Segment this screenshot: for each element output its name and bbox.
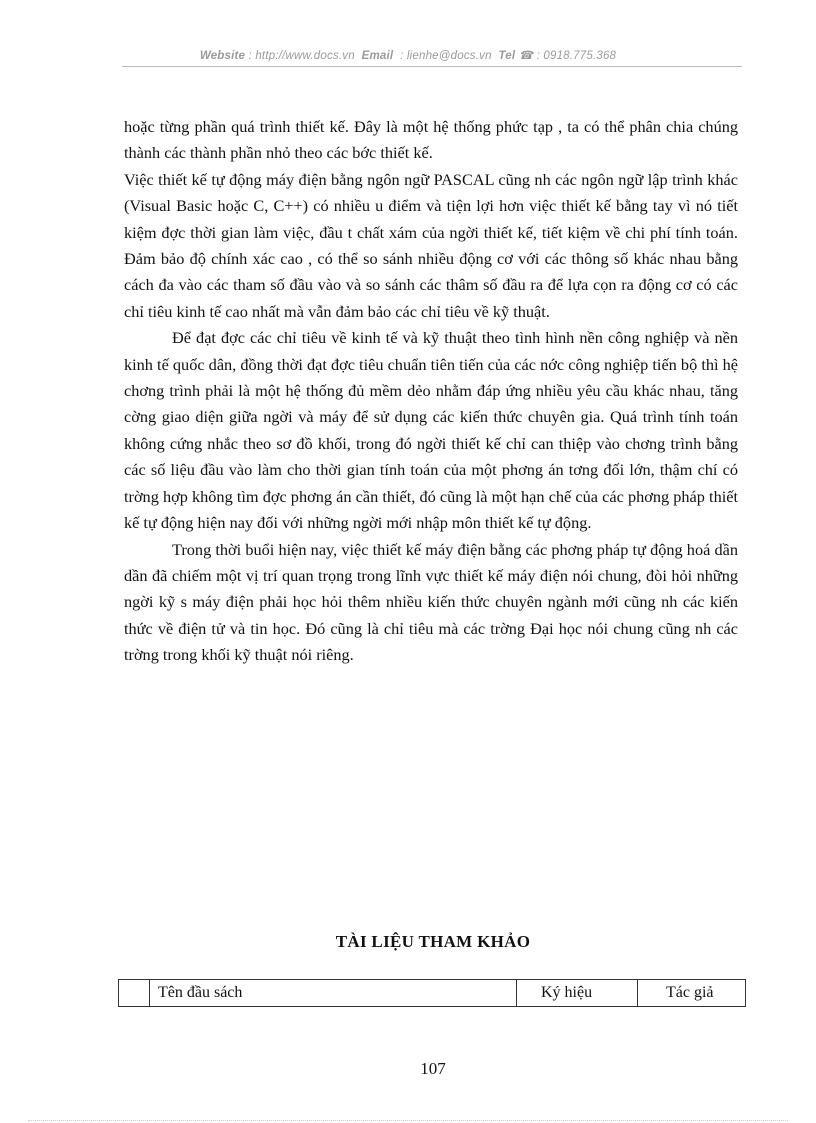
paragraph-pascal: Việc thiết kế tự động máy điện bằng ngôn ngữ PASCAL cũng nh các ngôn ngữ lập trình khác (Visual Basic hoặc C, C++) có nhiều u điểm và tiện lợi hơn việc thiết kế bằng tay vì nó tiết kiệm đợc thời gian làm việc, đầu t chất xám của ngời thiết kế, tiết kiệm về chi phí tính toán. Đảm bảo độ chính xác cao , có thể so sánh nhiều động cơ với các thông số khác nhau bằng cách đa vào các tham số đầu vào và so sánh các thâm số đầu ra để lựa cọn ra động cơ có các chỉ tiêu kinh tế cao nhất mà vẫn đảm bảo các chỉ tiêu về kỹ thuật.: [124, 169, 738, 321]
page-header: [0, 48, 816, 62]
paragraph-continuation: hoặc từng phần quá trình thiết kế. Đây là một hệ thống phức tạp , ta có thể phân chia chúng thành các thành phần nhỏ theo các bớc thiết kế.: [124, 117, 738, 163]
col-author: Tác giả: [638, 980, 746, 1007]
references-title: TÀI LIỆU THAM KHẢO: [335, 932, 531, 951]
body-text: [124, 114, 738, 669]
website-label: Website: [199, 50, 246, 62]
tel-number: ☎ : 0918.775.368: [518, 50, 617, 62]
references-table: [118, 979, 746, 1007]
col-index: [119, 980, 150, 1007]
email-label: Email: [361, 50, 394, 62]
header-divider: [122, 66, 742, 67]
paragraph-economic: Để đạt đợc các chỉ tiêu về kinh tế và kỹ thuật theo tình hình nền công nghiệp và nền kinh tế quốc dân, đồng thời đạt đợc tiêu chuẩn tiên tiến của các nớc công nghiệp tiến bộ thì hệ chơng trình phải là một hệ thống đủ mềm dẻo nhằm đáp ứng nhiều yêu cầu khác nhau, tăng cờng giao diện giữa ngời và máy để sử dụng các kiến thức chuyên gia. Quá trình tính toán không cứng nhắc theo sơ đồ khối, trong đó ngời thiết kế chỉ can thiệp vào chơng trình bằng các số liệu đầu vào làm cho thời gian tính toán của một phơng án tơng đối lớn, thậm chí có trờng hợp không tìm đợc phơng án cần thiết, đó cũng là một hạn chế của các phơng pháp thiết kế tự động hiện nay đối với những ngời mới nhập môn thiết kế tự động.: [124, 328, 738, 533]
email-address[interactable]: : lienhe@docs.vn: [400, 50, 492, 62]
tel-label: Tel: [498, 50, 516, 62]
footer-divider: [28, 1120, 788, 1121]
paragraph-present: Trong thời buổi hiện nay, việc thiết kế máy điện bằng các phơng pháp tự động hoá dần dần đã chiếm một vị trí quan trọng trong lĩnh vực thiết kế máy điện nói chung, đòi hỏi những ngời kỹ s máy điện phải học hỏi thêm nhiều kiến thức chuyên ngành mới cũng nh các kiến thức về điện tử và tin học. Đó cũng là chỉ tiêu mà các trờng Đại học nói chung cũng nh các trờng trong khối kỹ thuật nói riêng.: [124, 539, 738, 665]
col-book-title: Tên đầu sách: [150, 980, 517, 1007]
col-code: Ký hiệu: [517, 980, 638, 1007]
table-header-row: [119, 980, 746, 1007]
website-url[interactable]: : http://www.docs.vn: [248, 50, 355, 62]
page-number: 107: [420, 1059, 446, 1078]
